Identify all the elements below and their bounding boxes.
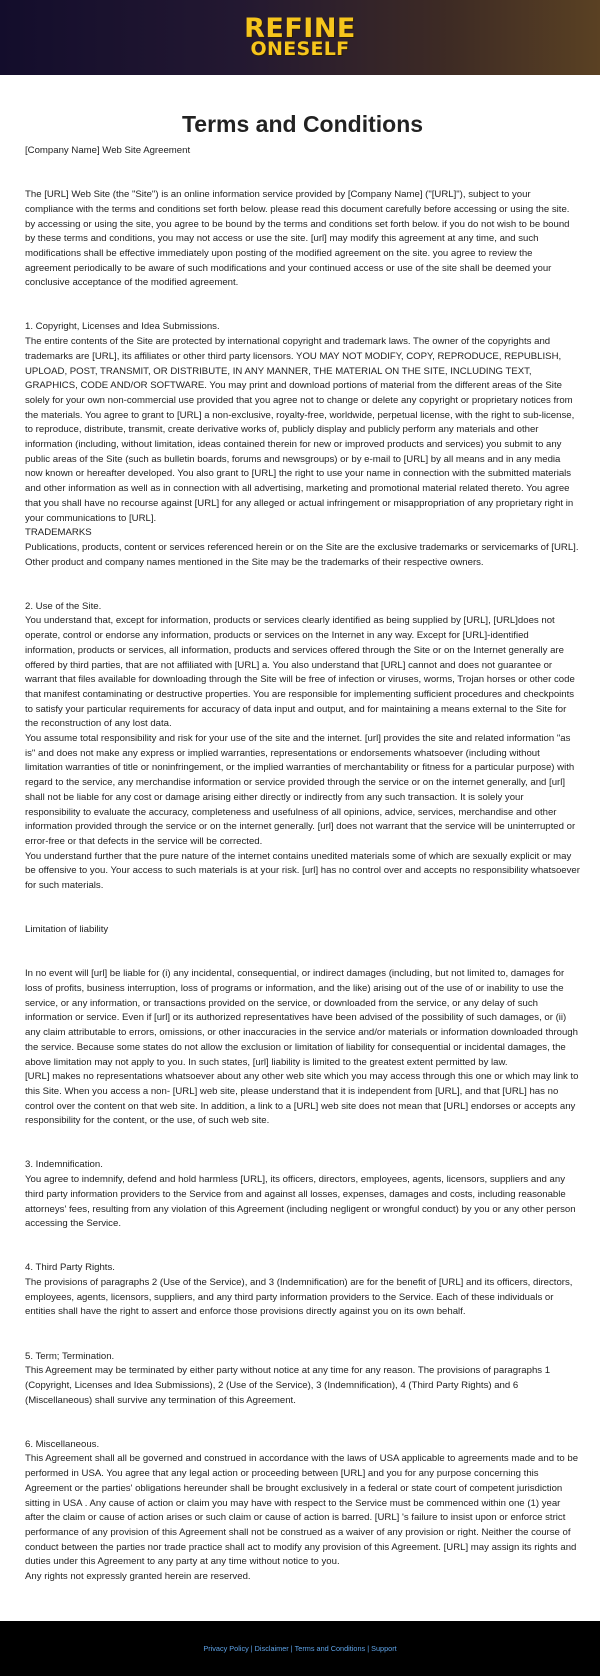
page-title: Terms and Conditions: [181, 111, 424, 137]
section-heading-misc: 6. Miscellaneous.: [25, 1438, 100, 1450]
section-heading-termination: 5. Term; Termination.: [25, 1350, 115, 1362]
site-footer: [0, 1621, 600, 1676]
spacer: [25, 894, 580, 923]
main-content: [0, 111, 600, 1621]
footer-separator: |: [367, 1644, 370, 1653]
section-heading-indemnification: 3. Indemnification.: [25, 1159, 103, 1171]
section-body-indemnification: You agree to indemnify, defend and hold harmless [URL], its officers, directors, employees, agents, licensors, suppliers and any third party information providers to the Service from and against all losses, expenses, damages and costs, including reasonable attorneys' fees, resulting from any violation of this Agreement (including negligent or wrongful conduct) by you or any other person accessing the Service.: [25, 1174, 576, 1230]
spacer: [25, 938, 580, 967]
footer-link-terms[interactable]: Terms and Conditions: [294, 1644, 366, 1653]
section-body-liability-1: In no event will [url] be liable for (i) any incidental, consequential, or indirect damages (including, but not limited to, damages for loss of profits, business interruption, loss of programs or information, and the like) arising out of the use of or inability to use the service, or any information, or transactions provided on the service, or downloaded from the service, or any delay of such information or service. Even if [url] or its authorized representatives have been advised of the possibility of such damages, or (ii) any claim attributable to errors, omissions, or other inaccuracies in the service and/or materials or information downloaded through the service. Because some states do not allow the exclusion or limitation of liability for consequential or incidental damages, the above limitation may not apply to you. In such states, [url] liability is limited to the greatest extent permitted by law.: [25, 968, 578, 1068]
footer-separator: |: [290, 1644, 293, 1653]
logo-text-top: REFINE: [244, 12, 356, 44]
section-body-use-2: You assume total responsibility and risk for your use of the site and the internet. [url] provides the site and related information "as is" and does not make any express or implied warranties, representations or endorsements whatsoever (including without limitation warranties of title or noninfringement, or the implied warranties of merchantability or fitness for a particular purpose) with regard to the service, any merchandise information or service provided through the service or on the internet generally, and [url] shall not be liable for any cost or damage arising either directly or indirectly from any such transaction. It is solely your responsibility to evaluate the accuracy, completeness and usefulness of all opinions, advice, services, merchandise and other information provided through the service or on the internet generally. [url] does not warrant that the service will be uninterrupted or error-free or that defects in the service will be corrected.: [25, 733, 576, 847]
footer-link-disclaimer[interactable]: Disclaimer: [254, 1644, 289, 1653]
agreement-subtitle: [Company Name] Web Site Agreement: [25, 145, 191, 156]
footer-separator: |: [250, 1644, 253, 1653]
spacer: [25, 291, 580, 320]
section-heading-liability: Limitation of liability: [25, 924, 109, 936]
logo-text-bottom: ONESELF: [250, 38, 350, 61]
terms-body: [25, 144, 580, 1585]
footer-link-privacy-policy[interactable]: Privacy Policy: [203, 1644, 249, 1653]
section-heading-third-party: 4. Third Party Rights.: [25, 1262, 115, 1274]
spacer: [25, 1129, 580, 1158]
closing-statement: Any rights not expressly granted herein are reserved.: [25, 1571, 251, 1583]
site-header: [0, 0, 600, 75]
section-body-liability-2: [URL] makes no representations whatsoever about any other web site which you may access through this one or which may link to this Site. When you access a non- [URL] web site, please understand that it is independent from [URL], and that [URL] has no control over the content on that web site. In addition, a link to a [URL] web site does not mean that [URL] endorses or accepts any responsibility for the content, or the use, of such web site.: [25, 1071, 579, 1127]
section-body-use-3: You understand further that the pure nature of the internet contains unedited materials some of which are sexually explicit or may be offensive to you. Your access to such materials is at your risk. [url] has no control over and accepts no responsibility whatsoever for such materials.: [25, 850, 580, 892]
intro-paragraph: The [URL] Web Site (the "Site") is an online information service provided by [Company Name] ("[URL]"), subject to your compliance with the terms and conditions set forth below. please read this document carefully before accessing or using the site. by accessing or using the site, you agree to be bound by the terms and conditions set forth below. if you do not wish to be bound by these terms and conditions, you may not access or use the site. [url] may modify this agreement at any time, and such modifications shall be effective immediately upon posting of the modified agreement on the site. you agree to review the agreement periodically to be aware of such modifications and your continued access or use of the site shall be deemed your conclusive acceptance of the modified agreement.: [25, 189, 570, 289]
spacer: [25, 1408, 580, 1437]
section-heading-copyright: 1. Copyright, Licenses and Idea Submissions.: [25, 321, 220, 333]
spacer: [25, 570, 580, 599]
footer-link-support[interactable]: Support: [371, 1644, 397, 1653]
section-body-third-party: The provisions of paragraphs 2 (Use of the Service), and 3 (Indemnification) are for the benefit of [URL] and its officers, directors, employees, agents, licensors, suppliers, and any third party information providers to the Service. Each of these individuals or entities shall have the right to assert and enforce those provisions directly against you on its own behalf.: [25, 1277, 573, 1318]
trademarks-body: Publications, products, content or services referenced herein or on the Site are the exclusive trademarks or servicemarks of [URL]. Other product and company names mentioned in the Site may be the trademarks of their respective owners.: [25, 541, 579, 568]
trademarks-heading: TRADEMARKS: [25, 527, 92, 539]
section-heading-use: 2. Use of the Site.: [25, 600, 102, 612]
section-body-use-1: You understand that, except for information, products or services clearly identified as being supplied by [URL], [URL]does not operate, control or endorse any information, products or services on the Internet in any way. Except for [URL]-identified information, products or services, all information, products and services offered through the Site or on the Internet generally are offered by third parties, that are not affiliated with [URL] a. You also understand that [URL] cannot and does not guarantee or warrant that files available for downloading through the Site will be free of infection or viruses, worms, Trojan horses or other code that manifest contaminating or destructive properties. You are responsible for implementing sufficient procedures and checkpoints to satisfy your particular requirements for accuracy of data input and output, and for maintaining a means external to the Site for the reconstruction of any lost data.: [25, 615, 575, 730]
spacer: [25, 1232, 580, 1261]
spacer: [25, 1320, 580, 1349]
spacer: [25, 159, 580, 188]
site-logo[interactable]: [244, 12, 356, 61]
section-body-misc: This Agreement shall all be governed and construed in accordance with the laws of USA applicable to agreements made and to be performed in USA. You agree that any legal action or proceeding between [URL] and you for any purpose concerning this Agreement or the parties' obligations hereunder shall be brought exclusively in a federal or state court of competent jurisdiction sitting in USA . Any cause of action or claim you may have with respect to the Service must be commenced within one (1) year after the claim or cause of action arises or such claim or cause of action is barred. [URL] 's failure to insist upon or enforce strict performance of any provision of this Agreement shall not be construed as a waiver of any provision or right. Neither the course of conduct between the parties nor trade practice shall act to modify any provision of this Agreement. [URL] may assign its rights and duties under this Agreement to any party at any time without notice to you.: [25, 1453, 579, 1568]
section-body-copyright: The entire contents of the Site are protected by international copyright and trademark laws. The owner of the copyrights and trademarks are [URL], its affiliates or other third party licensors. YOU MAY NOT MODIFY, COPY, REPRODUCE, REPUBLISH, UPLOAD, POST, TRANSMIT, OR DISTRIBUTE, IN ANY MANNER, THE MATERIAL ON THE SITE, INCLUDING TEXT, GRAPHICS, CODE AND/OR SOFTWARE. You may print and download portions of material from the different areas of the Site solely for your own non-commercial use provided that you agree not to change or delete any copyright or proprietary notices from the materials. You agree to grant to [URL] a non-exclusive, royalty-free, worldwide, perpetual license, with the right to sub-license, to reproduce, distribute, transmit, create derivative works of, publicly display and publicly perform any materials and other information (including, without limitation, ideas contained therein for new or improved products and services) you submit to any public areas of the Site (such as bulletin boards, forums and newsgroups) or by e-mail to [URL] by all means and in any media now known or hereafter developed. You also grant to [URL] the right to use your name in connection with the submitted materials and other information as well as in connection with all advertising, marketing and promotional material related thereto. You agree that you shall have no recourse against [URL] for any alleged or actual infringement or misappropriation of any proprietary right in your communications to [URL].: [25, 336, 575, 524]
section-body-termination: This Agreement may be terminated by either party without notice at any time for any reason. The provisions of paragraphs 1 (Copyright, Licenses and Idea Submissions), 2 (Use of the Service), 3 (Indemnification), 4 (Third Party Rights) and 6 (Miscellaneous) shall survive any termination of this Agreement.: [25, 1365, 551, 1406]
